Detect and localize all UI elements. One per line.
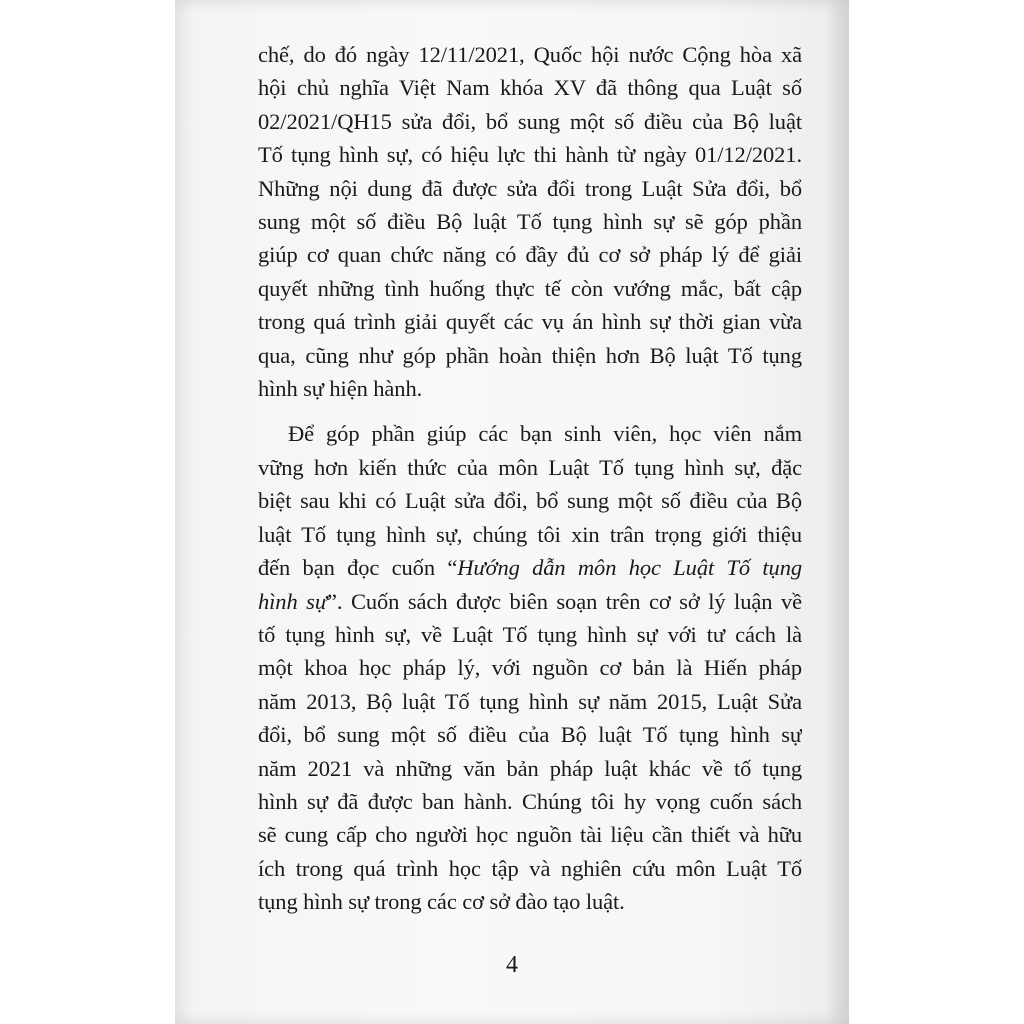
text-line: một khoa học pháp lý, với nguồn cơ bản là Hiến pháp (258, 655, 802, 681)
text-line: biệt sau khi có Luật sửa đổi, bổ sung một số điều của Bộ (258, 488, 802, 514)
book-title-italic: Hướng dẫn môn học Luật Tố tụng (457, 555, 802, 581)
text-line: Tố tụng hình sự, có hiệu lực thi hành từ ngày 01/12/2021. (258, 142, 802, 168)
text-line: Những nội dung đã được sửa đổi trong Luật Sửa đổi, bổ (258, 175, 802, 201)
text-line: hình sự hiện hành. (258, 376, 423, 402)
text-line: tố tụng hình sự, về Luật Tố tụng hình sự với tư cách là (258, 621, 802, 647)
text-line: chế, do đó ngày 12/11/2021, Quốc hội nước Cộng hòa xã (258, 42, 802, 67)
page-body-text (258, 38, 802, 919)
text-line: sẽ cung cấp cho người học nguồn tài liệu cần thiết và hữu (258, 822, 802, 848)
text-line: trong quá trình giải quyết các vụ án hình sự thời gian vừa (258, 309, 802, 335)
text-line-with-book-title (258, 585, 802, 618)
text-line: ích trong quá trình học tập và nghiên cứu môn Luật Tố (258, 855, 802, 881)
text-line: 02/2021/QH15 sửa đổi, bổ sung một số điều của Bộ luật (258, 108, 802, 134)
paragraph-1 (258, 38, 802, 405)
book-title-italic: hình sự (258, 588, 327, 614)
text-line: hình sự đã được ban hành. Chúng tôi hy vọng cuốn sách (258, 788, 802, 814)
text-line: hội chủ nghĩa Việt Nam khóa XV đã thông qua Luật số (258, 75, 802, 101)
text-line: luật Tố tụng hình sự, chúng tôi xin trân trọng giới thiệu (258, 521, 802, 547)
text-segment: ”. Cuốn sách được biên soạn trên cơ sở lý luận về (327, 588, 802, 614)
text-line: đổi, bổ sung một số điều của Bộ luật Tố tụng hình sự (258, 722, 802, 748)
text-line: quyết những tình huống thực tế còn vướng mắc, bất cập (258, 275, 802, 301)
text-line-with-book-title (258, 551, 802, 584)
text-line: tụng hình sự trong các cơ sở đào tạo luật. (258, 889, 625, 915)
page-number: 4 (506, 952, 518, 978)
text-line: giúp cơ quan chức năng có đầy đủ cơ sở pháp lý để giải (258, 242, 802, 268)
text-line: qua, cũng như góp phần hoàn thiện hơn Bộ luật Tố tụng (258, 342, 802, 368)
text-segment: đến bạn đọc cuốn “ (258, 555, 458, 581)
text-line: sung một số điều Bộ luật Tố tụng hình sự sẽ góp phần (258, 209, 802, 235)
text-line: năm 2013, Bộ luật Tố tụng hình sự năm 2015, Luật Sửa (258, 688, 802, 714)
page-fold-shadow (825, 0, 849, 1024)
text-line: năm 2021 và những văn bản pháp luật khác về tố tụng (258, 755, 802, 781)
text-line: vững hơn kiến thức của môn Luật Tố tụng hình sự, đặc (258, 454, 802, 480)
text-line: Để góp phần giúp các bạn sinh viên, học viên nắm (288, 421, 802, 447)
paragraph-2 (258, 417, 802, 918)
